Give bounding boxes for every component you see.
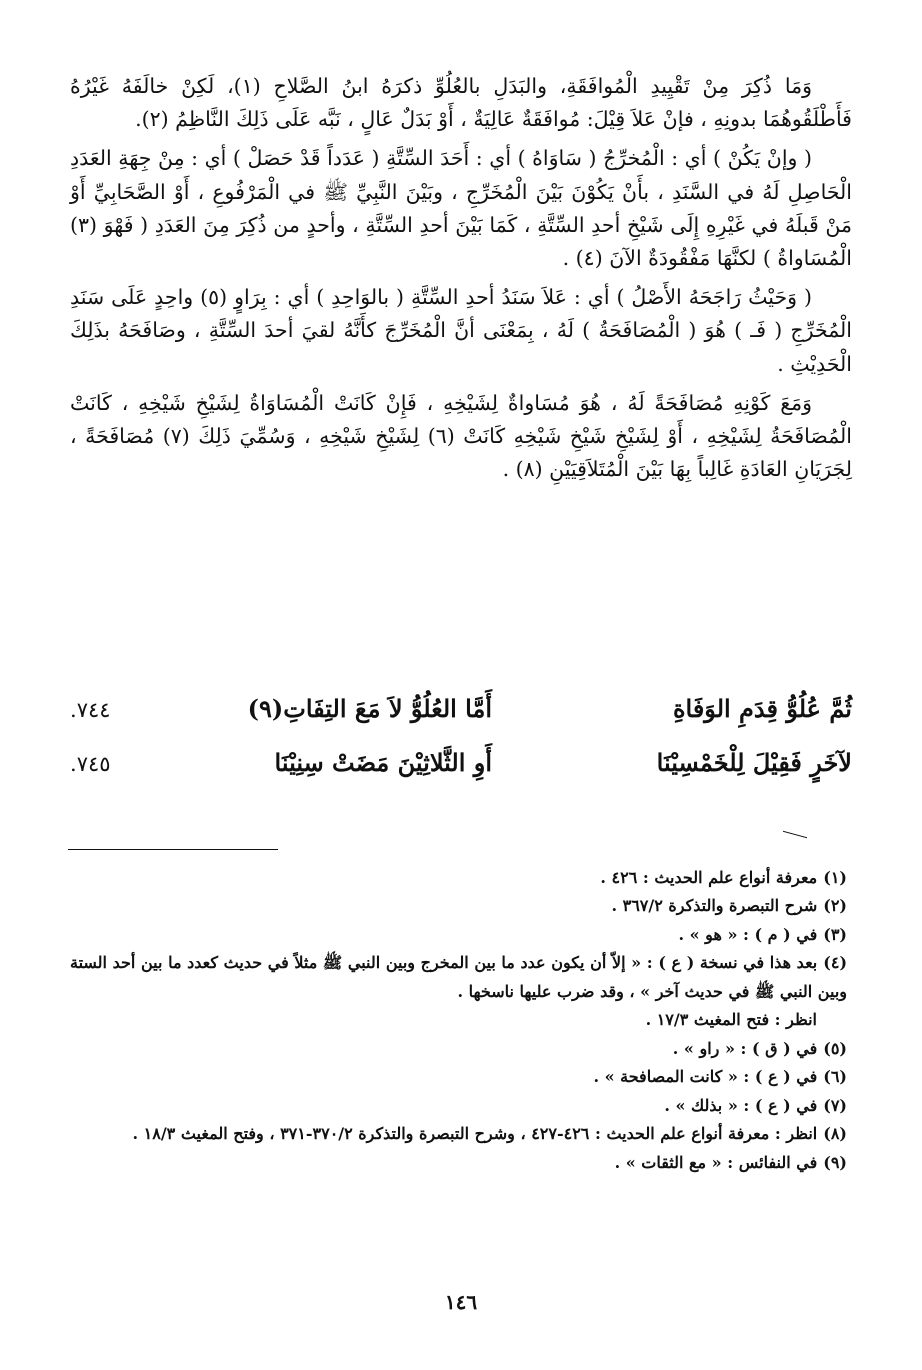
verse-number: ٧٤٥. xyxy=(70,752,111,776)
footnote-label: (٨) xyxy=(823,1124,847,1144)
verse-first-hemistich: ثُمَّ عُلُوُّ قِدَمِ الوَفَاةِ xyxy=(672,694,852,723)
footnote-text: معرفة أنواع علم الحديث : ٤٢٦ . xyxy=(600,868,818,887)
verse-number: ٧٤٤. xyxy=(70,698,111,722)
paragraph-1: وَمَا ذُكِرَ مِنْ تَقْيِيدِ الْمُوافَقَةِ، والبَدَلِ بالعُلُوِّ ذكرَهُ ابنُ الصَّلاحِ (١)، لَكِنْ خالَفَهُ غَيْرُهُ فَأَطْلَقُوهُمَا بدونِهِ ، فإنْ عَلاَ قِيْلَ: مُوافَقَةٌ عَالِيَةٌ ، أَوْ بَدَلٌ عَالٍ ، نَبَّه عَلَى ذَلِكَ النَّاظِمُ (٢). xyxy=(70,74,852,132)
poem-verses xyxy=(70,694,852,802)
paragraph-2: ( وإنْ يَكُنْ ) أي : الْمُخرِّجُ ( سَاوَاهُ ) أي : أَحَدَ السِّتَّةِ ( عَدَداً قَدْ حَصَلْ ) أي : مِنْ جِهَةِ العَدَدِ الْحَاصِلِ لَهُ في السَّنَدِ ، بأَنْ يَكُوْنَ بَيْنَ الْمُخَرِّجِ ، وبَيْنَ النَّبِيِّ ﷺ في الْمَرْفُوعِ ، أَوْ الصَّحَابِيِّ أَوْ مَنْ قَبلَهُ في غَيْرِهِ إِلَى شَيْخِ أحدِ السِّتَّةِ ، كَمَا بَيْنَ أحدِ السِّتَّةِ ، وأحدٍ من ذُكِرَ مِنَ العَدَدِ ( فَهْوَ (٣) الْمُسَاواةُ ) لكنَّهَا مَفْقُودَةٌ الآنَ (٤) . xyxy=(70,146,852,271)
verse-second-hemistich: أَمَّا العُلُوُّ لاَ مَعَ التِفَاتِ(٩) xyxy=(247,694,492,723)
paragraph-3: ( وَحَيْثُ رَاجَحَهُ الأَصْلُ ) أي : عَلاَ سَنَدُ أحدِ السِّتَّةِ ( بالوَاحِدِ ) أي : بِرَاوٍ (٥) واحِدٍ عَلَى سَنَدِ الْمُخَرِّجِ ( فَـ ) هُوَ ( الْمُصَافَحَةُ ) لَهُ ، بِمَعْنَى أنَّ الْمُخَرِّجَ كأَنَّهُ لقيَ أحدَ السِّتَّةِ ، وصَافَحَهُ بذَلِكَ الْحَدِيْثِ . xyxy=(70,285,852,376)
footnote-text: في ( ع ) : « كانت المصافحة » . xyxy=(593,1067,818,1087)
footnote-separator xyxy=(68,849,278,850)
main-text xyxy=(70,70,852,492)
footnote-label: (٤) xyxy=(823,953,848,973)
footnote xyxy=(70,1035,847,1063)
footnote-label: (٦) xyxy=(823,1067,847,1087)
footnote-label: (٩) xyxy=(823,1152,847,1172)
footnote-label: (٢) xyxy=(823,896,847,916)
footnote-text: شرح التبصرة والتذكرة ٣٦٧/٢ . xyxy=(611,896,818,916)
footnote xyxy=(70,1149,847,1177)
verse-744 xyxy=(70,694,852,748)
footnote xyxy=(70,892,847,920)
footnote-label: (٣) xyxy=(823,924,847,944)
footnote xyxy=(70,921,847,949)
footnote-text: انظر : فتح المغيث ١٧/٣ . xyxy=(645,1010,817,1030)
page-number: ١٤٦ xyxy=(444,1290,478,1314)
footnote-continuation xyxy=(70,1006,847,1034)
footnote xyxy=(70,864,847,892)
footnote-text: انظر : معرفة أنواع علم الحديث : ٤٢٦-٤٢٧ ، وشرح التبصرة والتذكرة ٣٧٠/٢-٣٧١ ، وفتح المغيث ١٨/٣ . xyxy=(132,1124,818,1144)
footnote-label: (١) xyxy=(823,868,847,887)
footnote xyxy=(70,949,847,1006)
footnote-text: في ( ع ) : « بذلك » . xyxy=(664,1095,818,1115)
paragraph-4: وَمَعَ كَوْنِهِ مُصَافَحَةً لَهُ ، هُوَ مُسَاواةٌ لِشَيْخِهِ ، فَإِنْ كَانَتْ الْمُسَاوَاةُ لِشَيْخِ شَيْخِهِ ، كَانَتْ الْمُصَافَحَةُ لِشَيْخِهِ ، أَوْ لِشَيْخِ شَيْخِ شَيْخِهِ كَانَتْ (٦) لِشَيْخِ شَيْخِهِ ، وَسُمِّيَ ذَلِكَ (٧) مُصَافَحَةً ، لِجَرَيَانِ العَادَةِ غَالِباً بِهَا بَيْنَ الْمُتَلاَقِيَيْنِ (٨) . xyxy=(70,390,852,482)
footnote-text: في ( ق ) : « راو » . xyxy=(672,1038,818,1058)
footnote-label: (٧) xyxy=(823,1095,847,1115)
footnote-text: بعد هذا في نسخة ( ع ) : « إلاّ أن يكون عدد ما بين المخرج وبين النبي ﷺ مثلاً في حديث كعدد ما بين أحد الستة وبين النبي ﷺ في حديث آخر » ، وقد ضرب عليها ناسخها . xyxy=(70,953,847,1001)
footnote xyxy=(70,1120,847,1148)
footnote-text: في ( م ) : « هو » . xyxy=(678,924,818,944)
verse-first-hemistich: لآخَرٍ فَقِيْلَ لِلْخَمْسِيْنَا xyxy=(656,748,852,777)
verse-second-hemistich: أَوِ الثَّلاثِيْنَ مَضَتْ سِنِيْنَا xyxy=(274,748,492,777)
verse-745 xyxy=(70,748,852,802)
footnote-label: (٥) xyxy=(823,1038,847,1058)
footnotes xyxy=(70,864,847,1177)
footnote xyxy=(70,1092,847,1120)
footnote xyxy=(70,1063,847,1091)
footnote-text: في النفائس : « مع الثقات » . xyxy=(614,1152,818,1172)
separator-mark xyxy=(783,821,807,838)
